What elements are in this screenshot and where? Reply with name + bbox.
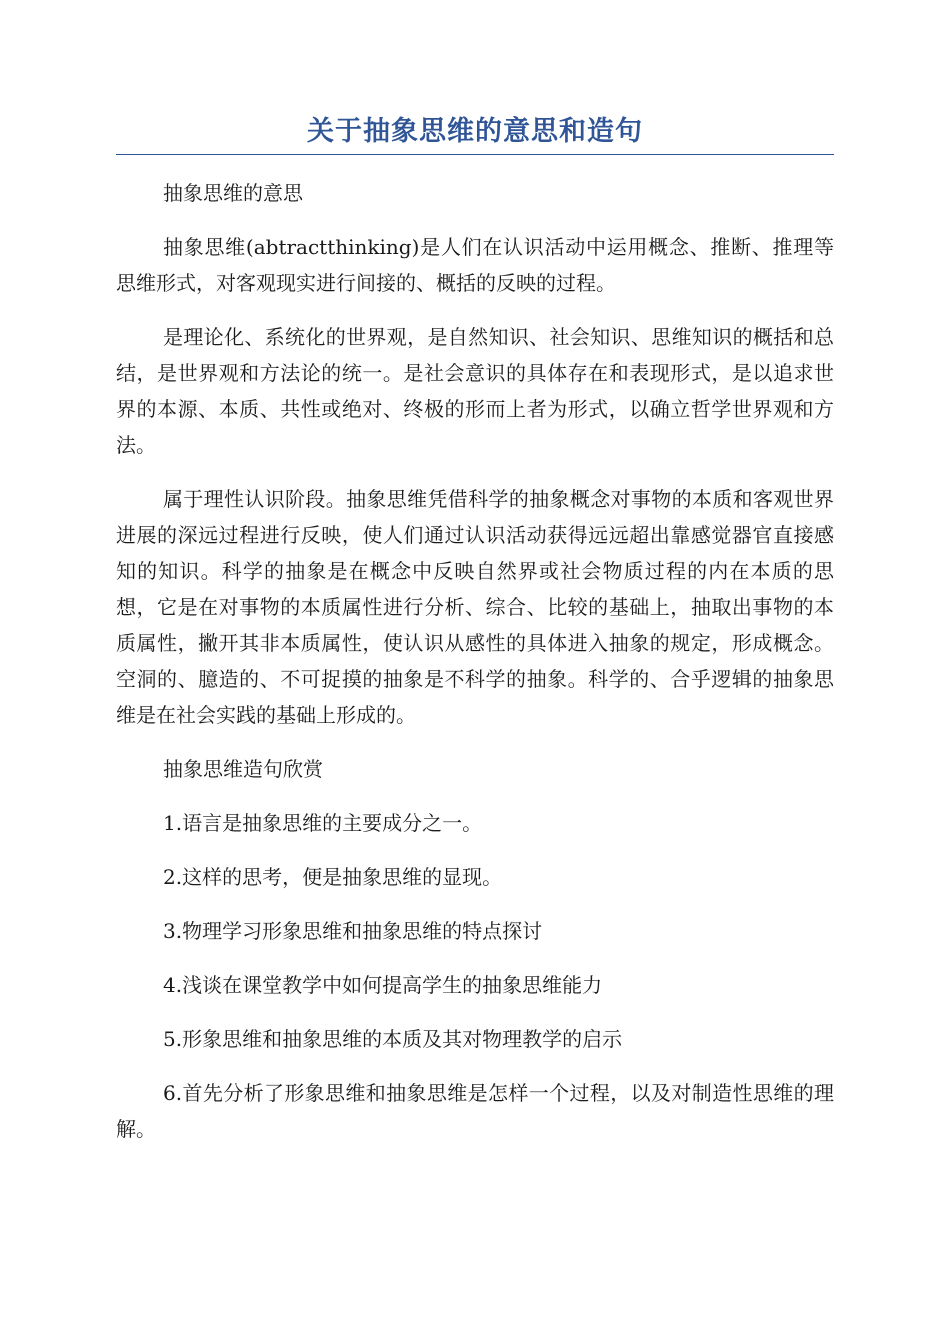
section-heading-examples: 抽象思维造句欣赏 (163, 757, 323, 781)
paragraph-worldview: 是理论化、系统化的世界观，是自然知识、社会知识、思维知识的概括和总结，是世界观和方法论的统一。是社会意识的具体存在和表现形式，是以追求世界的本源、本质、共性或绝对、终极的形而上者为形式，以确立哲学世界观和方法。 (116, 325, 834, 457)
section-heading-meaning: 抽象思维的意思 (163, 181, 303, 205)
example-sentence-1: 1.语言是抽象思维的主要成分之一。 (163, 811, 483, 835)
document-body (116, 175, 834, 1147)
example-sentence-2: 2.这样的思考，便是抽象思维的显现。 (163, 865, 503, 889)
example-sentence-5: 5.形象思维和抽象思维的本质及其对物理教学的启示 (163, 1027, 623, 1051)
paragraph-rational-cognition: 属于理性认识阶段。抽象思维凭借科学的抽象概念对事物的本质和客观世界进展的深远过程进行反映，使人们通过认识活动获得远远超出靠感觉器官直接感知的知识。科学的抽象是在概念中反映自然界或社会物质过程的内在本质的思想，它是在对事物的本质属性进行分析、综合、比较的基础上，抽取出事物的本质属性，撇开其非本质属性，使认识从感性的具体进入抽象的规定，形成概念。空洞的、臆造的、不可捉摸的抽象是不科学的抽象。科学的、合乎逻辑的抽象思维是在社会实践的基础上形成的。 (116, 487, 834, 727)
paragraph-definition: 抽象思维(abtractthinking)是人们在认识活动中运用概念、推断、推理等思维形式，对客观现实进行间接的、概括的反映的过程。 (116, 235, 834, 295)
example-sentence-4: 4.浅谈在课堂教学中如何提高学生的抽象思维能力 (163, 973, 603, 997)
document-page (116, 112, 834, 1165)
example-sentence-6: 6.首先分析了形象思维和抽象思维是怎样一个过程，以及对制造性思维的理解。 (116, 1081, 834, 1141)
example-sentence-3: 3.物理学习形象思维和抽象思维的特点探讨 (163, 919, 543, 943)
document-title: 关于抽象思维的意思和造句 (116, 112, 834, 155)
